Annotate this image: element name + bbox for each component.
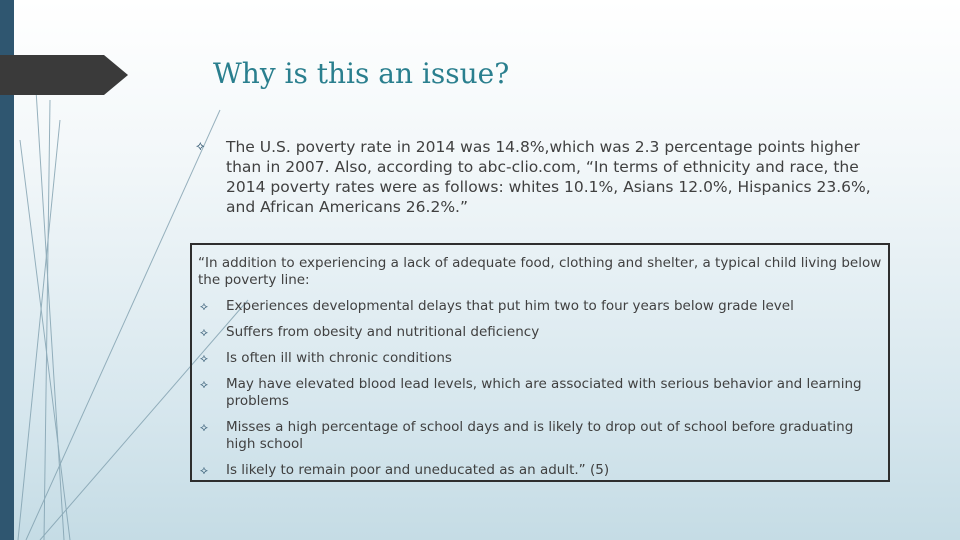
list-item-text: Suffers from obesity and nutritional deficiency — [226, 324, 540, 340]
list-item — [200, 298, 882, 315]
list-item — [200, 376, 882, 410]
list-item-text: Is likely to remain poor and uneducated as an adult.” (5) — [226, 462, 610, 478]
quote-box — [190, 243, 890, 482]
list-item-text: Is often ill with chronic conditions — [226, 350, 452, 366]
list-item — [200, 462, 882, 479]
main-bullet-point — [196, 137, 896, 217]
list-item-text: May have elevated blood lead levels, which are associated with serious behavior and learning problems — [226, 376, 862, 409]
list-item — [200, 419, 882, 453]
diamond-bullet-icon: ⟡ — [200, 420, 208, 434]
list-item-text: Misses a high percentage of school days and is likely to drop out of school before graduating high school — [226, 419, 854, 452]
slide-title: Why is this an issue? — [213, 57, 510, 90]
list-item — [200, 350, 882, 367]
main-bullet-text: The U.S. poverty rate in 2014 was 14.8%,which was 2.3 percentage points higher than in 2007. Also, according to abc-clio.com, “In terms of ethnicity and race, the 2014 poverty rates were as follows: whites 10.1%, Asians 12.0%, Hispanics 23.6%, and African Americans 26.2%.” — [226, 138, 871, 216]
list-item-text: Experiences developmental delays that put him two to four years below grade level — [226, 298, 794, 314]
list-item — [200, 324, 882, 341]
diamond-bullet-icon: ⟡ — [200, 299, 208, 313]
diamond-bullet-icon: ⟡ — [200, 377, 208, 391]
diamond-bullet-icon: ⟡ — [196, 139, 205, 154]
title-tab-arrow — [0, 55, 128, 95]
quote-intro: “In addition to experiencing a lack of adequate food, clothing and shelter, a typical child living below the poverty line: — [198, 255, 882, 288]
diamond-bullet-icon: ⟡ — [200, 325, 208, 339]
quote-list — [198, 298, 882, 479]
diamond-bullet-icon: ⟡ — [200, 463, 208, 477]
diamond-bullet-icon: ⟡ — [200, 351, 208, 365]
